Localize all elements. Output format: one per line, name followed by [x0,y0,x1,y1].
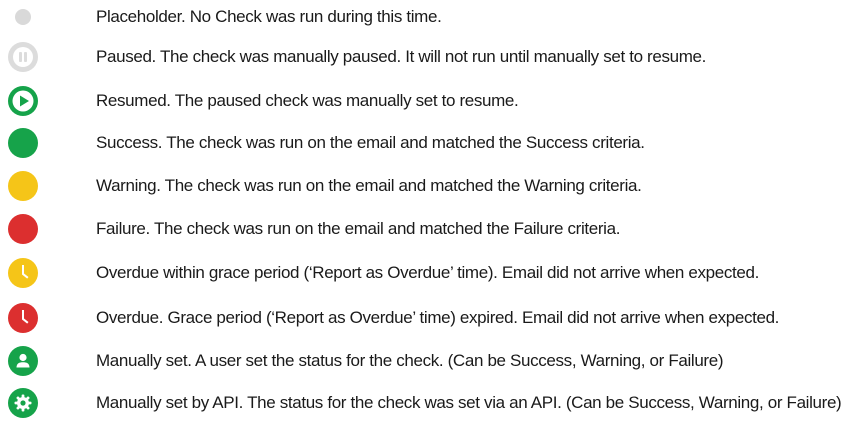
legend-item-warning [0,166,864,206]
legend-item-placeholder [0,0,864,37]
circle-green-icon [7,127,39,159]
legend-item-label: Warning. The check was run on the email and matched the Warning criteria. [96,176,642,195]
clock-yellow-icon [7,257,39,289]
legend-item-label: Manually set. A user set the status for the check. (Can be Success, Warning, or Failure) [96,351,724,370]
circle-red-icon [7,213,39,245]
legend-item-failure [0,209,864,249]
legend-item-label: Failure. The check was run on the email and matched the Failure criteria. [96,219,621,238]
legend-item-label: Success. The check was run on the email and matched the Success criteria. [96,133,645,152]
user-icon [7,345,39,377]
legend-item-overdue-grace [0,253,864,293]
circle-yellow-icon [7,170,39,202]
legend-item-label: Resumed. The paused check was manually set to resume. [96,91,519,110]
legend-item-success [0,123,864,163]
legend-item-label: Overdue. Grace period (‘Report as Overdue’ time) expired. Email did not arrive when expected. [96,308,780,327]
legend-item-overdue-expired [0,298,864,338]
legend-item-manual [0,341,864,381]
pause-icon [7,41,39,73]
legend-item-manual-api [0,383,864,423]
legend-item-paused [0,37,864,77]
legend-item-resumed [0,81,864,121]
legend-item-label: Manually set by API. The status for the check was set via an API. (Can be Success, Warning, or Failure) [96,393,842,412]
clock-red-icon [7,302,39,334]
gear-icon [7,387,39,419]
circle-light-gray-icon [15,9,31,25]
play-icon [7,85,39,117]
legend-item-label: Paused. The check was manually paused. It will not run until manually set to resume. [96,47,707,66]
legend-item-label: Overdue within grace period (‘Report as Overdue’ time). Email did not arrive when expected. [96,263,759,282]
legend-item-label: Placeholder. No Check was run during this time. [96,7,442,26]
